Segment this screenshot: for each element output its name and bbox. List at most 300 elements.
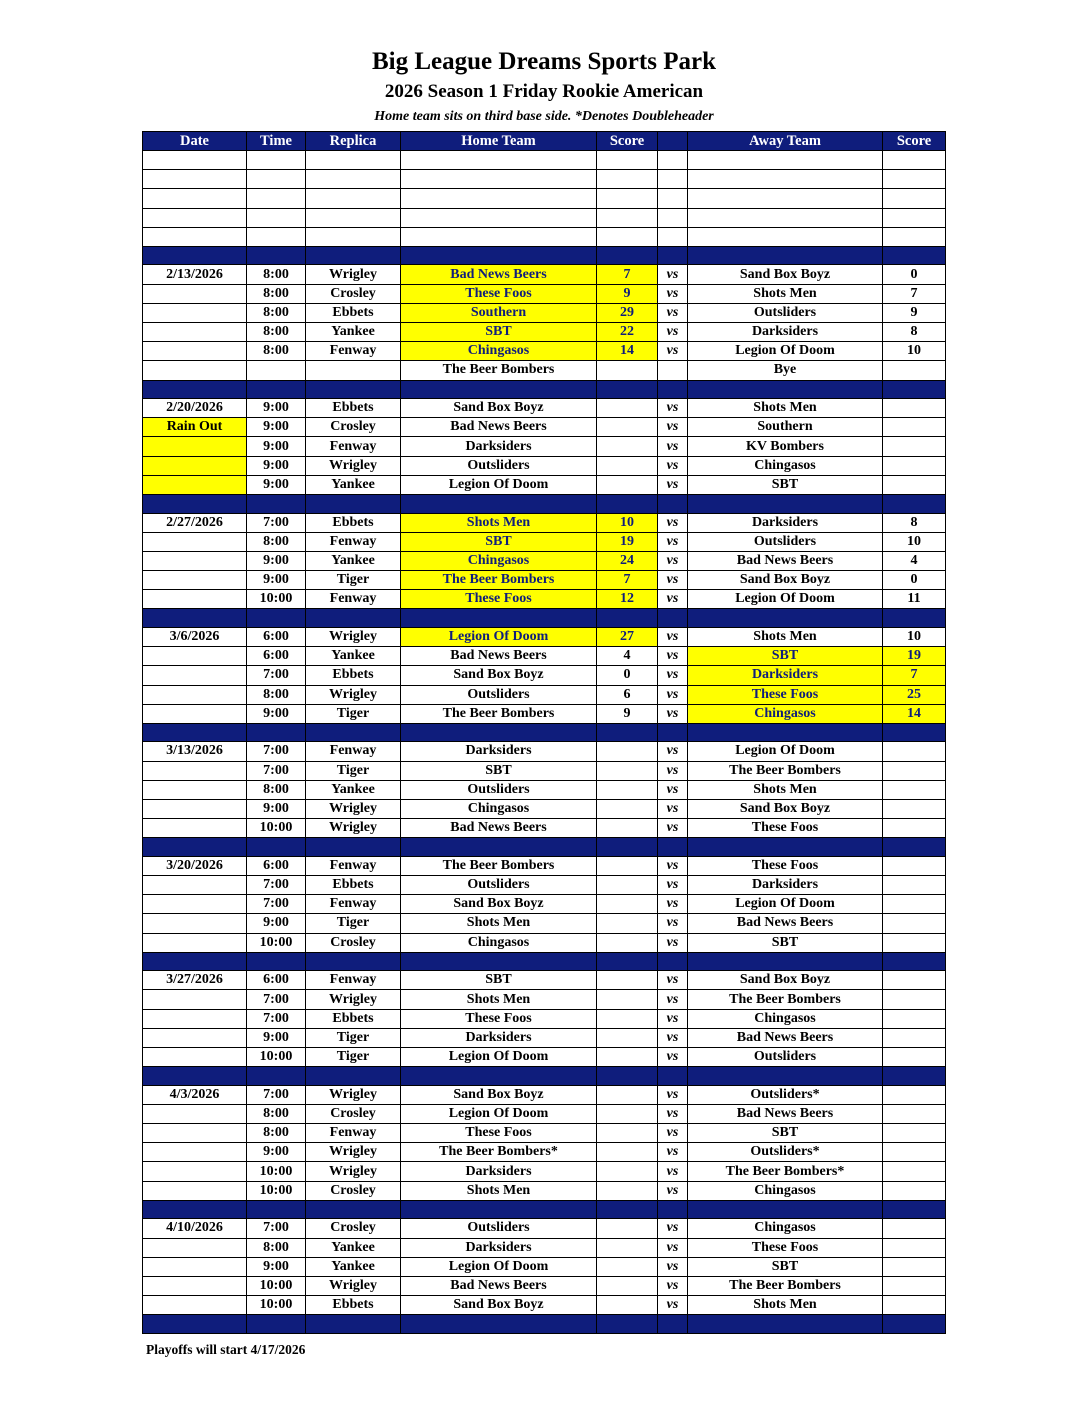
replica-cell bbox=[306, 170, 401, 189]
table-row bbox=[143, 189, 946, 208]
replica-cell: Wrigley bbox=[306, 265, 401, 284]
week-separator-row bbox=[143, 380, 946, 399]
time-cell: 9:00 bbox=[247, 399, 306, 418]
vs-cell: vs bbox=[658, 571, 688, 590]
away-score-cell: 10 bbox=[883, 342, 946, 361]
replica-cell: Fenway bbox=[306, 437, 401, 456]
separator-cell bbox=[306, 723, 401, 742]
vs-cell bbox=[658, 208, 688, 227]
away-team-cell: The Beer Bombers* bbox=[688, 1162, 883, 1181]
away-score-cell: 7 bbox=[883, 666, 946, 685]
separator-cell bbox=[247, 723, 306, 742]
vs-cell: vs bbox=[658, 418, 688, 437]
home-team-cell: Outsliders bbox=[401, 456, 597, 475]
vs-cell: vs bbox=[658, 303, 688, 322]
home-score-cell: 9 bbox=[597, 704, 658, 723]
separator-cell bbox=[658, 609, 688, 628]
away-score-cell: 14 bbox=[883, 704, 946, 723]
home-score-cell bbox=[597, 1104, 658, 1123]
home-score-cell: 12 bbox=[597, 590, 658, 609]
header-time: Time bbox=[247, 132, 306, 151]
separator-cell bbox=[597, 495, 658, 514]
date-cell bbox=[143, 1048, 247, 1067]
header-home-score: Score bbox=[597, 132, 658, 151]
week-separator-row bbox=[143, 1315, 946, 1334]
date-cell: 2/13/2026 bbox=[143, 265, 247, 284]
home-team-cell: Darksiders bbox=[401, 437, 597, 456]
replica-cell: Tiger bbox=[306, 761, 401, 780]
home-score-cell: 14 bbox=[597, 342, 658, 361]
date-cell bbox=[143, 666, 247, 685]
home-team-cell: Outsliders bbox=[401, 780, 597, 799]
away-score-cell bbox=[883, 208, 946, 227]
away-team-cell: These Foos bbox=[688, 856, 883, 875]
home-team-cell: Sand Box Boyz bbox=[401, 895, 597, 914]
replica-cell: Tiger bbox=[306, 914, 401, 933]
replica-cell: Tiger bbox=[306, 571, 401, 590]
away-team-cell: Bad News Beers bbox=[688, 551, 883, 570]
home-score-cell bbox=[597, 189, 658, 208]
vs-cell: vs bbox=[658, 1124, 688, 1143]
home-score-cell bbox=[597, 437, 658, 456]
table-row bbox=[143, 151, 946, 170]
replica-cell: Yankee bbox=[306, 1257, 401, 1276]
table-row bbox=[143, 342, 946, 361]
home-score-cell bbox=[597, 971, 658, 990]
time-cell: 9:00 bbox=[247, 799, 306, 818]
home-team-cell bbox=[401, 151, 597, 170]
date-cell: 3/27/2026 bbox=[143, 971, 247, 990]
vs-cell bbox=[658, 227, 688, 246]
home-score-cell: 4 bbox=[597, 647, 658, 666]
away-score-cell: 10 bbox=[883, 627, 946, 646]
away-team-cell bbox=[688, 151, 883, 170]
separator-cell bbox=[688, 838, 883, 857]
separator-cell bbox=[143, 1067, 247, 1086]
separator-cell bbox=[143, 952, 247, 971]
separator-cell bbox=[597, 952, 658, 971]
separator-cell bbox=[143, 609, 247, 628]
date-cell: 3/20/2026 bbox=[143, 856, 247, 875]
separator-cell bbox=[306, 1315, 401, 1334]
home-score-cell bbox=[597, 742, 658, 761]
table-row bbox=[143, 1009, 946, 1028]
header-away-score: Score bbox=[883, 132, 946, 151]
replica-cell: Crosley bbox=[306, 284, 401, 303]
week-separator-row bbox=[143, 1200, 946, 1219]
home-score-cell bbox=[597, 1238, 658, 1257]
away-score-cell bbox=[883, 819, 946, 838]
time-cell bbox=[247, 361, 306, 380]
home-team-cell: Outsliders bbox=[401, 1219, 597, 1238]
separator-cell bbox=[883, 380, 946, 399]
home-score-cell bbox=[597, 1181, 658, 1200]
time-cell: 10:00 bbox=[247, 1181, 306, 1200]
away-team-cell: Shots Men bbox=[688, 284, 883, 303]
home-team-cell: Outsliders bbox=[401, 876, 597, 895]
away-team-cell: The Beer Bombers bbox=[688, 1276, 883, 1295]
home-team-cell: Southern bbox=[401, 303, 597, 322]
home-team-cell bbox=[401, 189, 597, 208]
week-separator-row bbox=[143, 495, 946, 514]
date-cell bbox=[143, 933, 247, 952]
away-team-cell: Sand Box Boyz bbox=[688, 571, 883, 590]
time-cell bbox=[247, 189, 306, 208]
away-score-cell bbox=[883, 399, 946, 418]
separator-cell bbox=[597, 723, 658, 742]
table-row bbox=[143, 1276, 946, 1295]
away-team-cell: KV Bombers bbox=[688, 437, 883, 456]
away-score-cell bbox=[883, 1009, 946, 1028]
away-team-cell: Outsliders bbox=[688, 1048, 883, 1067]
separator-cell bbox=[401, 838, 597, 857]
separator-cell bbox=[247, 380, 306, 399]
away-score-cell bbox=[883, 418, 946, 437]
separator-cell bbox=[658, 952, 688, 971]
table-row bbox=[143, 227, 946, 246]
vs-cell: vs bbox=[658, 590, 688, 609]
away-team-cell: These Foos bbox=[688, 685, 883, 704]
time-cell: 10:00 bbox=[247, 1296, 306, 1315]
time-cell: 9:00 bbox=[247, 475, 306, 494]
home-score-cell bbox=[597, 1276, 658, 1295]
home-score-cell: 24 bbox=[597, 551, 658, 570]
home-score-cell bbox=[597, 819, 658, 838]
away-team-cell bbox=[688, 189, 883, 208]
vs-cell: vs bbox=[658, 551, 688, 570]
separator-cell bbox=[401, 1200, 597, 1219]
separator-cell bbox=[658, 1315, 688, 1334]
date-cell bbox=[143, 151, 247, 170]
away-team-cell: Outsliders bbox=[688, 532, 883, 551]
time-cell: 9:00 bbox=[247, 914, 306, 933]
time-cell: 9:00 bbox=[247, 571, 306, 590]
away-score-cell: 25 bbox=[883, 685, 946, 704]
page-title: Big League Dreams Sports Park bbox=[372, 48, 716, 75]
date-cell bbox=[143, 532, 247, 551]
replica-cell: Fenway bbox=[306, 590, 401, 609]
replica-cell: Fenway bbox=[306, 1124, 401, 1143]
separator-cell bbox=[247, 495, 306, 514]
date-cell bbox=[143, 1009, 247, 1028]
home-team-cell: Bad News Beers bbox=[401, 418, 597, 437]
replica-cell bbox=[306, 227, 401, 246]
replica-cell: Ebbets bbox=[306, 399, 401, 418]
vs-cell bbox=[658, 151, 688, 170]
week-separator-row bbox=[143, 246, 946, 265]
replica-cell: Wrigley bbox=[306, 1276, 401, 1295]
away-team-cell: Bad News Beers bbox=[688, 914, 883, 933]
vs-cell: vs bbox=[658, 799, 688, 818]
table-row bbox=[143, 1048, 946, 1067]
replica-cell: Ebbets bbox=[306, 513, 401, 532]
home-score-cell: 9 bbox=[597, 284, 658, 303]
table-row bbox=[143, 323, 946, 342]
table-row bbox=[143, 685, 946, 704]
table-row bbox=[143, 856, 946, 875]
header-vs bbox=[658, 132, 688, 151]
replica-cell: Fenway bbox=[306, 856, 401, 875]
away-team-cell: Chingasos bbox=[688, 1181, 883, 1200]
vs-cell: vs bbox=[658, 666, 688, 685]
vs-cell: vs bbox=[658, 513, 688, 532]
separator-cell bbox=[597, 838, 658, 857]
away-team-cell: These Foos bbox=[688, 1238, 883, 1257]
away-team-cell: Legion Of Doom bbox=[688, 342, 883, 361]
away-score-cell: 9 bbox=[883, 303, 946, 322]
table-row bbox=[143, 437, 946, 456]
home-team-cell: Chingasos bbox=[401, 551, 597, 570]
home-team-cell: Outsliders bbox=[401, 685, 597, 704]
separator-cell bbox=[401, 1315, 597, 1334]
replica-cell: Fenway bbox=[306, 742, 401, 761]
away-score-cell bbox=[883, 151, 946, 170]
home-team-cell: Bad News Beers bbox=[401, 647, 597, 666]
separator-cell bbox=[247, 952, 306, 971]
vs-cell: vs bbox=[658, 1181, 688, 1200]
replica-cell: Wrigley bbox=[306, 819, 401, 838]
time-cell: 9:00 bbox=[247, 1143, 306, 1162]
away-score-cell: 4 bbox=[883, 551, 946, 570]
home-score-cell bbox=[597, 227, 658, 246]
home-team-cell: Shots Men bbox=[401, 914, 597, 933]
date-cell bbox=[143, 1162, 247, 1181]
time-cell: 9:00 bbox=[247, 1257, 306, 1276]
home-team-cell: Darksiders bbox=[401, 742, 597, 761]
home-score-cell bbox=[597, 1162, 658, 1181]
home-score-cell bbox=[597, 914, 658, 933]
table-row bbox=[143, 933, 946, 952]
time-cell: 7:00 bbox=[247, 990, 306, 1009]
date-cell bbox=[143, 284, 247, 303]
away-team-cell: Darksiders bbox=[688, 513, 883, 532]
date-cell bbox=[143, 876, 247, 895]
separator-cell bbox=[401, 723, 597, 742]
separator-cell bbox=[597, 1315, 658, 1334]
date-cell bbox=[143, 647, 247, 666]
schedule-table bbox=[142, 131, 946, 1334]
table-row bbox=[143, 590, 946, 609]
table-row bbox=[143, 361, 946, 380]
table-row bbox=[143, 571, 946, 590]
home-score-cell bbox=[597, 876, 658, 895]
separator-cell bbox=[688, 1067, 883, 1086]
table-row bbox=[143, 761, 946, 780]
date-cell bbox=[143, 551, 247, 570]
away-score-cell bbox=[883, 361, 946, 380]
separator-cell bbox=[306, 380, 401, 399]
schedule-body bbox=[143, 151, 946, 1334]
time-cell: 6:00 bbox=[247, 971, 306, 990]
home-score-cell bbox=[597, 856, 658, 875]
home-team-cell: Legion Of Doom bbox=[401, 475, 597, 494]
vs-cell: vs bbox=[658, 1085, 688, 1104]
replica-cell: Fenway bbox=[306, 971, 401, 990]
time-cell: 8:00 bbox=[247, 323, 306, 342]
away-score-cell bbox=[883, 1181, 946, 1200]
vs-cell: vs bbox=[658, 323, 688, 342]
header-home-team: Home Team bbox=[401, 132, 597, 151]
table-row bbox=[143, 1104, 946, 1123]
table-row bbox=[143, 1028, 946, 1047]
replica-cell: Ebbets bbox=[306, 1296, 401, 1315]
away-team-cell: Legion Of Doom bbox=[688, 590, 883, 609]
table-row bbox=[143, 1143, 946, 1162]
home-team-cell: Sand Box Boyz bbox=[401, 399, 597, 418]
replica-cell: Wrigley bbox=[306, 799, 401, 818]
away-team-cell: Chingasos bbox=[688, 1009, 883, 1028]
replica-cell: Ebbets bbox=[306, 1009, 401, 1028]
time-cell: 8:00 bbox=[247, 303, 306, 322]
table-row bbox=[143, 170, 946, 189]
away-team-cell: These Foos bbox=[688, 819, 883, 838]
away-score-cell bbox=[883, 914, 946, 933]
home-team-cell: Sand Box Boyz bbox=[401, 666, 597, 685]
replica-cell: Yankee bbox=[306, 323, 401, 342]
week-separator-row bbox=[143, 952, 946, 971]
away-score-cell bbox=[883, 780, 946, 799]
home-team-cell bbox=[401, 208, 597, 227]
away-team-cell: Sand Box Boyz bbox=[688, 265, 883, 284]
time-cell: 8:00 bbox=[247, 1104, 306, 1123]
time-cell: 8:00 bbox=[247, 1238, 306, 1257]
table-row bbox=[143, 208, 946, 227]
home-team-cell: The Beer Bombers bbox=[401, 704, 597, 723]
away-team-cell bbox=[688, 170, 883, 189]
date-cell bbox=[143, 761, 247, 780]
separator-cell bbox=[247, 1200, 306, 1219]
home-team-cell: SBT bbox=[401, 971, 597, 990]
home-score-cell bbox=[597, 761, 658, 780]
separator-cell bbox=[688, 495, 883, 514]
vs-cell: vs bbox=[658, 647, 688, 666]
table-row bbox=[143, 475, 946, 494]
separator-cell bbox=[306, 838, 401, 857]
away-score-cell: 7 bbox=[883, 284, 946, 303]
time-cell: 10:00 bbox=[247, 1276, 306, 1295]
home-score-cell bbox=[597, 418, 658, 437]
date-cell bbox=[143, 704, 247, 723]
table-row bbox=[143, 914, 946, 933]
table-row bbox=[143, 627, 946, 646]
away-score-cell: 0 bbox=[883, 571, 946, 590]
vs-cell: vs bbox=[658, 914, 688, 933]
table-row bbox=[143, 666, 946, 685]
replica-cell: Yankee bbox=[306, 780, 401, 799]
home-score-cell bbox=[597, 399, 658, 418]
date-cell bbox=[143, 914, 247, 933]
date-cell bbox=[143, 990, 247, 1009]
home-score-cell bbox=[597, 208, 658, 227]
separator-cell bbox=[883, 495, 946, 514]
date-cell bbox=[143, 303, 247, 322]
time-cell: 10:00 bbox=[247, 590, 306, 609]
vs-cell: vs bbox=[658, 819, 688, 838]
table-row bbox=[143, 284, 946, 303]
time-cell: 9:00 bbox=[247, 418, 306, 437]
away-team-cell: Outsliders* bbox=[688, 1143, 883, 1162]
home-score-cell bbox=[597, 361, 658, 380]
replica-cell: Crosley bbox=[306, 933, 401, 952]
vs-cell: vs bbox=[658, 1162, 688, 1181]
away-team-cell: Shots Men bbox=[688, 399, 883, 418]
away-score-cell bbox=[883, 456, 946, 475]
away-score-cell: 8 bbox=[883, 513, 946, 532]
header-date: Date bbox=[143, 132, 247, 151]
replica-cell: Yankee bbox=[306, 647, 401, 666]
header-row bbox=[143, 132, 946, 151]
separator-cell bbox=[688, 246, 883, 265]
table-row bbox=[143, 1124, 946, 1143]
separator-cell bbox=[658, 1067, 688, 1086]
away-team-cell: Bad News Beers bbox=[688, 1028, 883, 1047]
home-score-cell: 0 bbox=[597, 666, 658, 685]
away-score-cell bbox=[883, 1257, 946, 1276]
away-team-cell: Chingasos bbox=[688, 704, 883, 723]
separator-cell bbox=[306, 495, 401, 514]
date-cell bbox=[143, 208, 247, 227]
time-cell: 7:00 bbox=[247, 666, 306, 685]
table-row bbox=[143, 647, 946, 666]
vs-cell: vs bbox=[658, 742, 688, 761]
home-score-cell bbox=[597, 456, 658, 475]
replica-cell: Wrigley bbox=[306, 685, 401, 704]
vs-cell: vs bbox=[658, 971, 688, 990]
separator-cell bbox=[143, 838, 247, 857]
vs-cell: vs bbox=[658, 895, 688, 914]
vs-cell: vs bbox=[658, 399, 688, 418]
time-cell: 7:00 bbox=[247, 513, 306, 532]
away-team-cell: Darksiders bbox=[688, 323, 883, 342]
vs-cell: vs bbox=[658, 1048, 688, 1067]
time-cell: 10:00 bbox=[247, 819, 306, 838]
vs-cell: vs bbox=[658, 1238, 688, 1257]
separator-cell bbox=[247, 838, 306, 857]
replica-cell bbox=[306, 208, 401, 227]
home-score-cell: 22 bbox=[597, 323, 658, 342]
time-cell: 9:00 bbox=[247, 704, 306, 723]
away-team-cell: Legion Of Doom bbox=[688, 895, 883, 914]
vs-cell: vs bbox=[658, 475, 688, 494]
away-team-cell bbox=[688, 227, 883, 246]
away-score-cell bbox=[883, 990, 946, 1009]
replica-cell: Yankee bbox=[306, 551, 401, 570]
away-score-cell bbox=[883, 876, 946, 895]
separator-cell bbox=[597, 1200, 658, 1219]
week-separator-row bbox=[143, 1067, 946, 1086]
away-team-cell: SBT bbox=[688, 933, 883, 952]
separator-cell bbox=[247, 1067, 306, 1086]
home-team-cell: SBT bbox=[401, 532, 597, 551]
separator-cell bbox=[883, 246, 946, 265]
playoffs-note: Playoffs will start 4/17/2026 bbox=[146, 1342, 306, 1357]
separator-cell bbox=[688, 952, 883, 971]
date-cell: 3/6/2026 bbox=[143, 627, 247, 646]
home-team-cell: Legion Of Doom bbox=[401, 627, 597, 646]
away-score-cell bbox=[883, 799, 946, 818]
separator-cell bbox=[401, 246, 597, 265]
separator-cell bbox=[597, 609, 658, 628]
separator-cell bbox=[658, 380, 688, 399]
separator-cell bbox=[688, 1200, 883, 1219]
separator-cell bbox=[597, 1067, 658, 1086]
week-separator-row bbox=[143, 609, 946, 628]
table-row bbox=[143, 876, 946, 895]
replica-cell: Fenway bbox=[306, 532, 401, 551]
separator-cell bbox=[658, 246, 688, 265]
date-cell: 3/13/2026 bbox=[143, 742, 247, 761]
vs-cell: vs bbox=[658, 1257, 688, 1276]
